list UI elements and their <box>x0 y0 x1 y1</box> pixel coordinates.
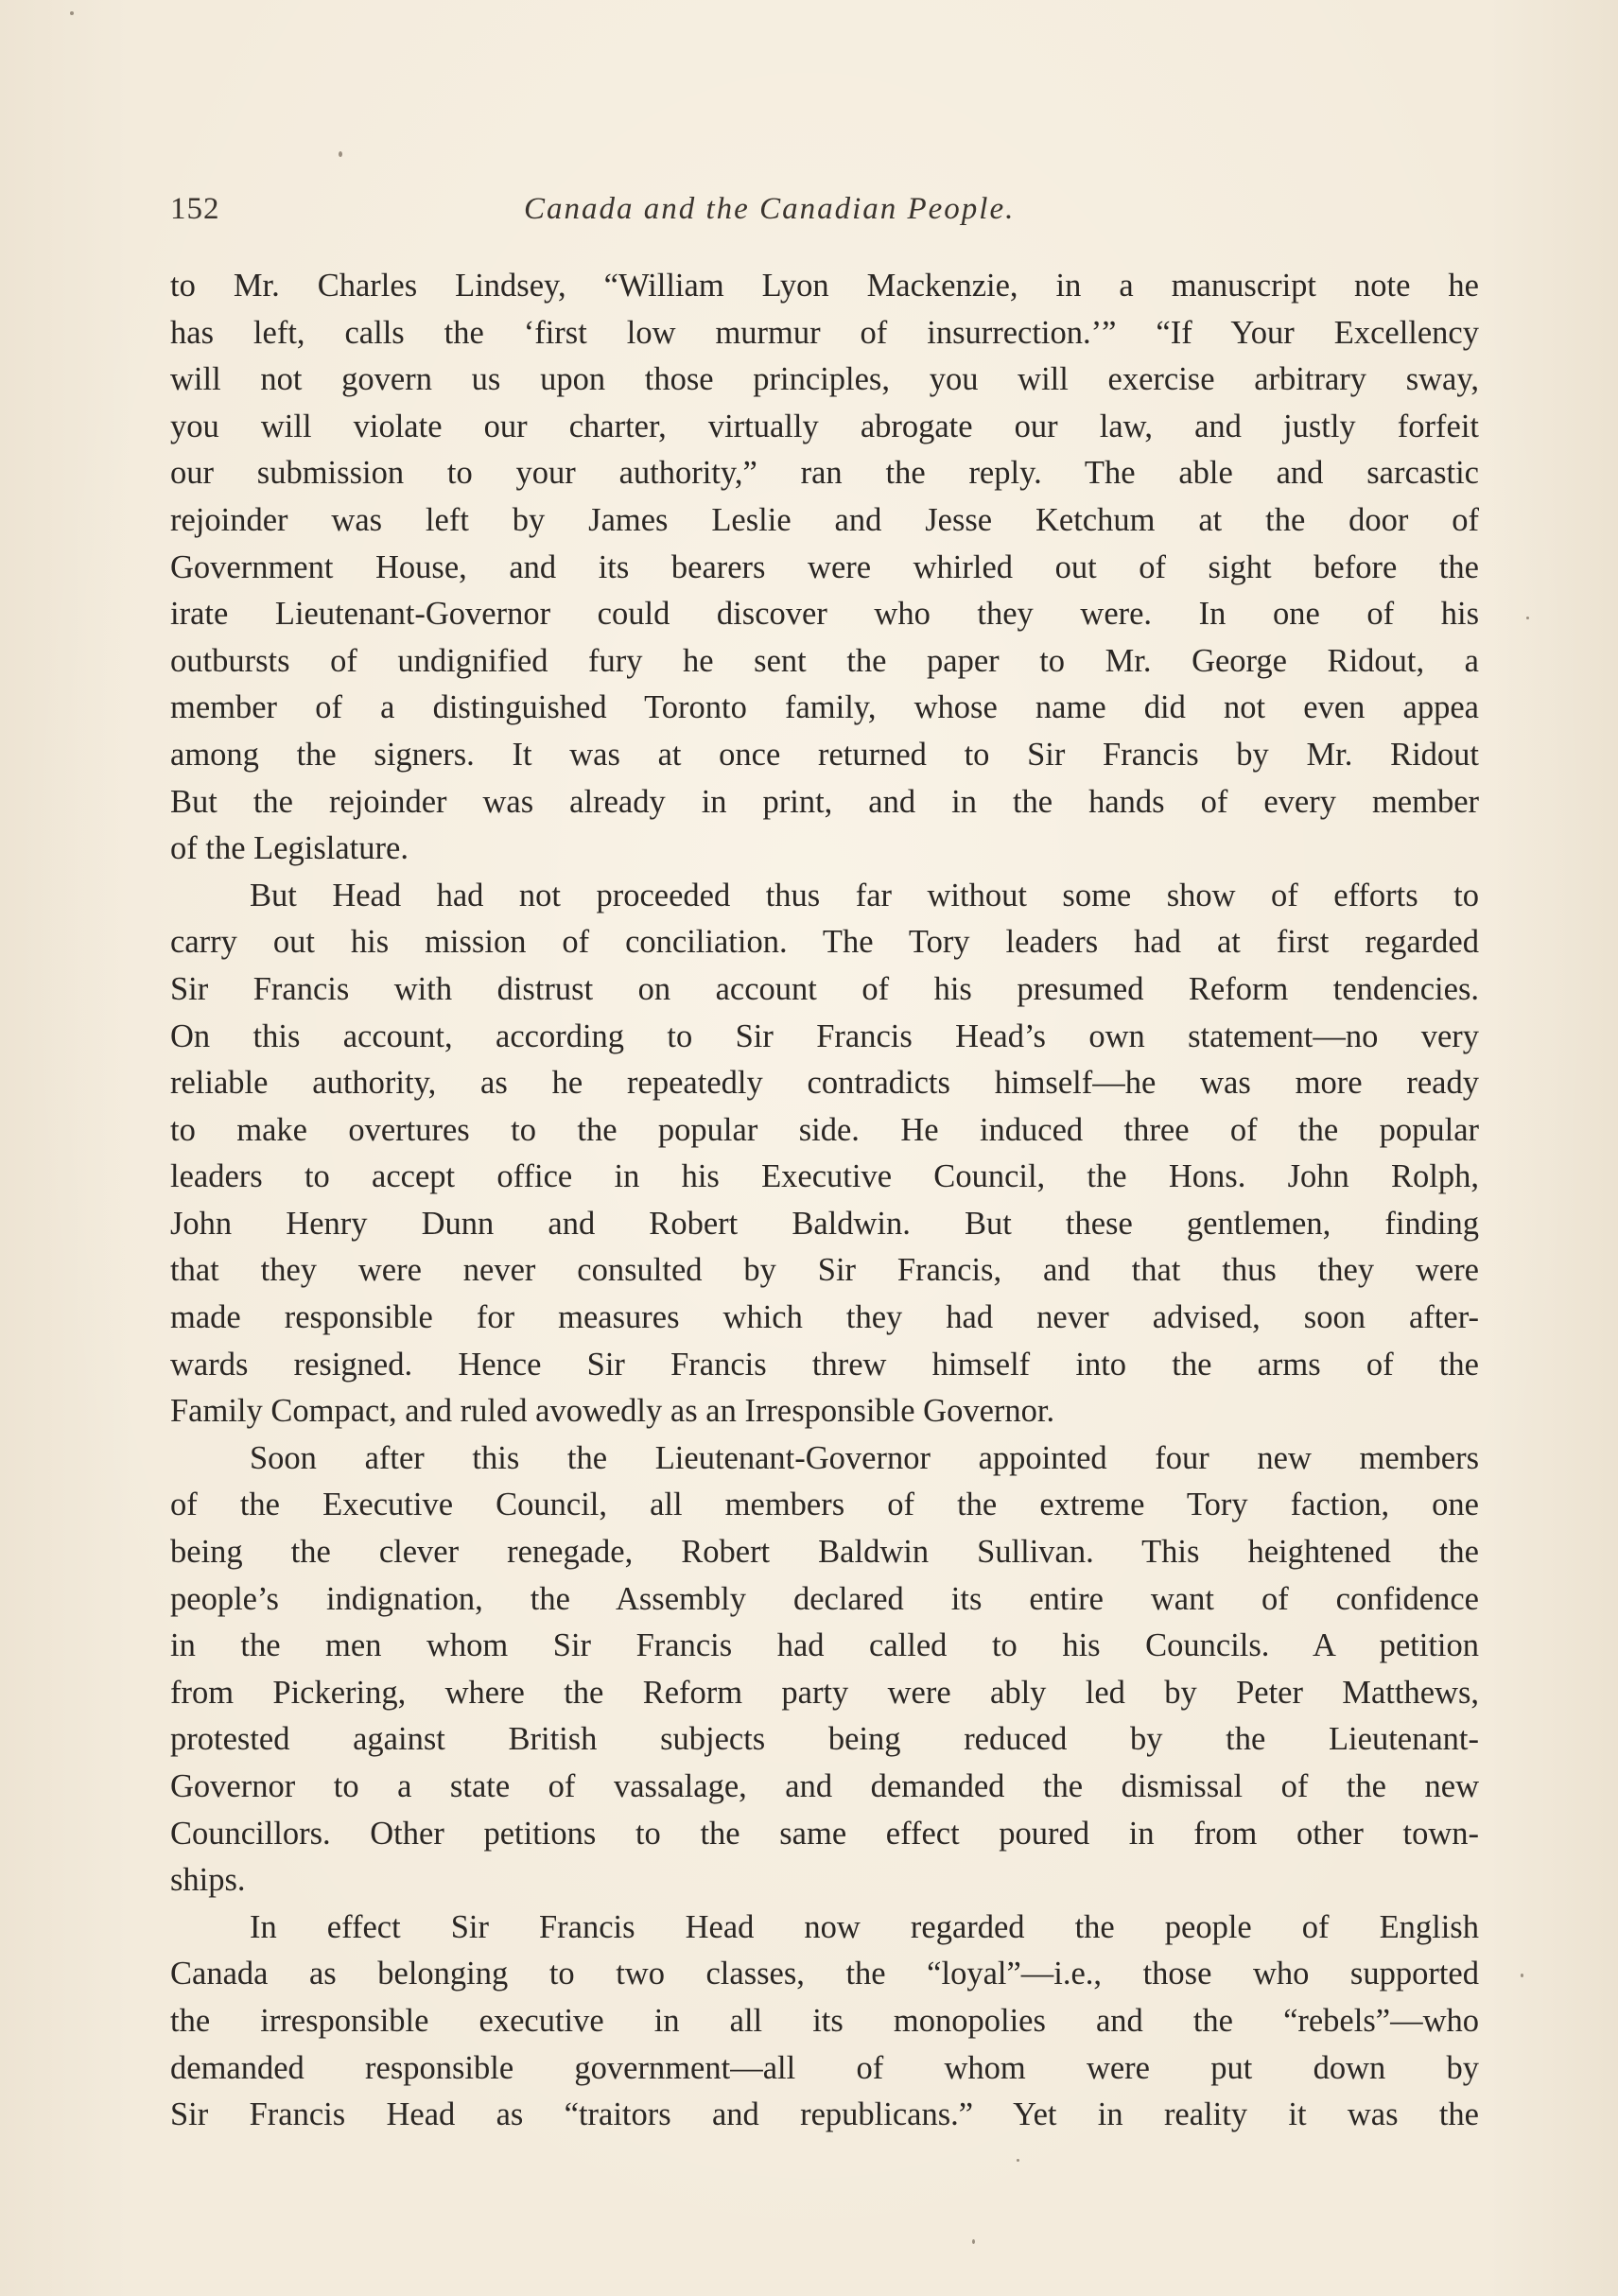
text-line: the irresponsible executive in all its monopolies and the “rebels”—who <box>170 2002 1479 2039</box>
paragraph-1 <box>170 263 1479 873</box>
text-line: among the signers. It was at once returned to Sir Francis by Mr. Ridout <box>170 736 1479 773</box>
paper-speck <box>1521 1974 1523 1977</box>
text-line: In effect Sir Francis Head now regarded the people of English <box>250 1908 1479 1945</box>
text-line: made responsible for measures which they had never advised, soon after- <box>170 1299 1479 1336</box>
text-line: has left, calls the ‘first low murmur of insurrection.’” “If Your Excellency <box>170 314 1479 351</box>
text-line: rejoinder was left by James Leslie and Jesse Ketchum at the door of <box>170 501 1479 538</box>
text-line: reliable authority, as he repeatedly contradicts himself—he was more ready <box>170 1065 1479 1102</box>
text-line: from Pickering, where the Reform party were ably led by Peter Matthews, <box>170 1674 1479 1711</box>
running-head <box>170 185 1475 233</box>
text-line: our submission to your authority,” ran the reply. The able and sarcastic <box>170 455 1479 492</box>
text-line: of the Legislature. <box>170 830 409 867</box>
text-line: But the rejoinder was already in print, and in the hands of every member <box>170 783 1479 820</box>
body-text <box>170 263 1479 2139</box>
text-line: member of a distinguished Toronto family, whose name did not even appea <box>170 689 1479 726</box>
text-line: to make overtures to the popular side. He induced three of the popular <box>170 1111 1479 1148</box>
paper-speck <box>70 11 74 15</box>
paper-speck <box>972 2239 975 2244</box>
text-line: Sir Francis with distrust on account of his presumed Reform tendencies. <box>170 970 1479 1007</box>
text-line: that they were never consulted by Sir Francis, and that thus they were <box>170 1252 1479 1289</box>
text-line: Canada as belonging to two classes, the “loyal”—i.e., those who supported <box>170 1956 1479 1992</box>
text-line: Government House, and its bearers were whirled out of sight before the <box>170 548 1479 585</box>
paper-speck <box>1017 2159 1019 2162</box>
paragraph-3 <box>170 1435 1479 1905</box>
paper-speck <box>1526 617 1529 619</box>
text-line: carry out his mission of conciliation. The Tory leaders had at first regarded <box>170 924 1479 961</box>
text-line: Governor to a state of vassalage, and demanded the dismissal of the new <box>170 1768 1479 1804</box>
text-line: you will violate our charter, virtually abrogate our law, and justly forfeit <box>170 408 1479 444</box>
text-line: protested against British subjects being reduced by the Lieutenant- <box>170 1721 1479 1758</box>
text-line: Soon after this the Lieutenant-Governor appointed four new members <box>250 1439 1479 1476</box>
running-title: Canada and the Canadian People. <box>524 192 1016 226</box>
text-line: Family Compact, and ruled avowedly as an Irresponsible Governor. <box>170 1393 1055 1430</box>
paragraph-2 <box>170 873 1479 1435</box>
text-line: Sir Francis Head as “traitors and republicans.” Yet in reality it was the <box>170 2096 1479 2133</box>
text-line: ships. <box>170 1862 246 1899</box>
paragraph-4 <box>170 1905 1479 2139</box>
text-line: to Mr. Charles Lindsey, “William Lyon Mackenzie, in a manuscript note he <box>170 268 1479 304</box>
text-line: wards resigned. Hence Sir Francis threw himself into the arms of the <box>170 1346 1479 1383</box>
text-line: people’s indignation, the Assembly declared its entire want of confidence <box>170 1580 1479 1617</box>
text-line: outbursts of undignified fury he sent the paper to Mr. George Ridout, a <box>170 642 1479 679</box>
text-line: leaders to accept office in his Executive Council, the Hons. John Rolph, <box>170 1158 1479 1195</box>
text-line: John Henry Dunn and Robert Baldwin. But these gentlemen, finding <box>170 1205 1479 1242</box>
text-line: of the Executive Council, all members of the extreme Tory faction, one <box>170 1487 1479 1523</box>
text-line: demanded responsible government—all of whom were put down by <box>170 2049 1479 2086</box>
page-number: 152 <box>170 192 220 226</box>
text-line: But Head had not proceeded thus far without some show of efforts to <box>250 877 1479 913</box>
paper-speck <box>339 151 342 157</box>
text-line: being the clever renegade, Robert Baldwin Sullivan. This heightened the <box>170 1534 1479 1571</box>
text-line: Councillors. Other petitions to the same effect poured in from other town- <box>170 1815 1479 1852</box>
text-line: in the men whom Sir Francis had called to his Councils. A petition <box>170 1627 1479 1664</box>
text-line: irate Lieutenant-Governor could discover who they were. In one of his <box>170 596 1479 633</box>
text-line: On this account, according to Sir Francis Head’s own statement—no very <box>170 1018 1479 1054</box>
text-line: will not govern us upon those principles, you will exercise arbitrary sway, <box>170 361 1479 398</box>
